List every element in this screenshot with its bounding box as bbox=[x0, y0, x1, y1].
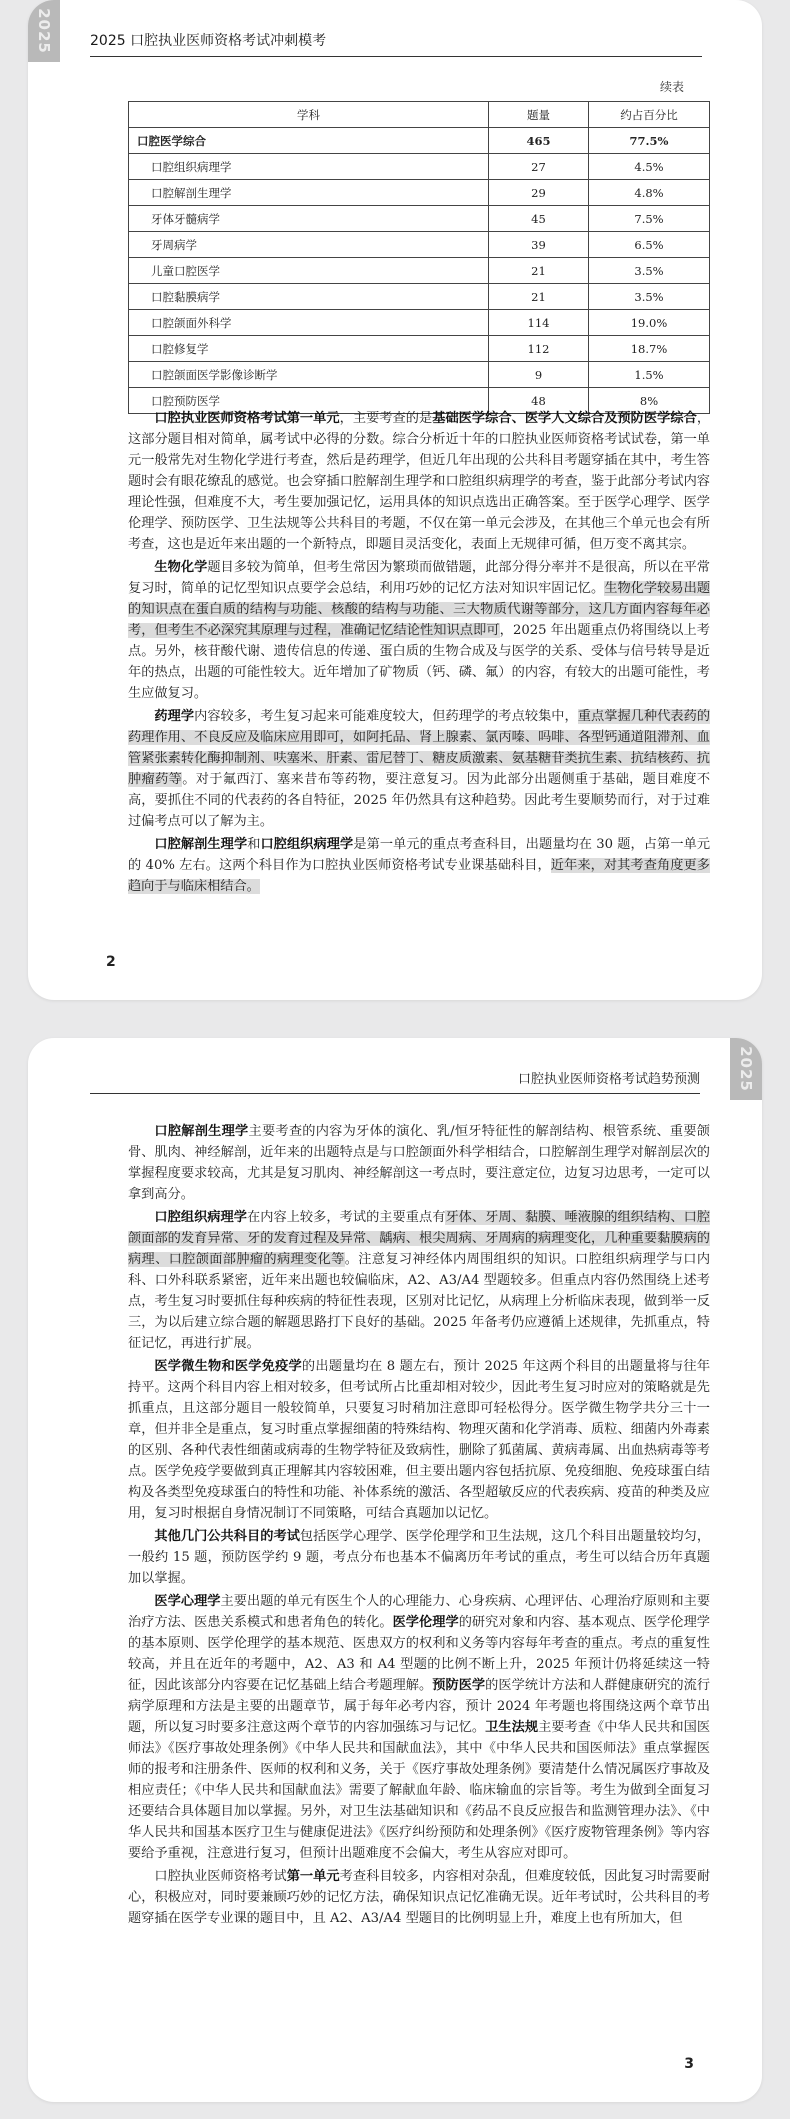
page-number: 2 bbox=[106, 954, 116, 970]
text-run: 是第一单元的重点考查科目，出题量均在 30 题，占第一单元的 40% 左右。这两个科目作为口腔执业医师资格考试专业课基础科目， bbox=[128, 837, 711, 873]
table-row bbox=[129, 362, 710, 388]
paragraph bbox=[128, 1866, 710, 1929]
table-row bbox=[129, 180, 710, 206]
subject-cell: 儿童口腔医学 bbox=[129, 258, 489, 284]
year-tab-label: 2025 bbox=[35, 8, 53, 54]
table-row bbox=[129, 284, 710, 310]
book-page-3 bbox=[28, 1038, 762, 2102]
table-row bbox=[129, 232, 710, 258]
table-row bbox=[129, 128, 710, 154]
book-page-2 bbox=[28, 0, 762, 1000]
page1-body-text bbox=[128, 408, 710, 899]
text-run: 口腔执业医师资格考试 bbox=[154, 1869, 287, 1884]
count-cell: 45 bbox=[489, 206, 589, 232]
subject-cell: 牙周病学 bbox=[129, 232, 489, 258]
table-row bbox=[129, 258, 710, 284]
bold-term: 医学心理学 bbox=[154, 1594, 221, 1609]
bold-term: 生物化学 bbox=[154, 560, 208, 575]
paragraph bbox=[128, 1356, 710, 1524]
count-cell: 29 bbox=[489, 180, 589, 206]
table-row bbox=[129, 336, 710, 362]
year-tab bbox=[730, 1038, 762, 1100]
table-continued-label: 续表 bbox=[659, 80, 684, 94]
bold-term: 药理学 bbox=[154, 709, 195, 724]
text-run: 考查科目较多，内容相对杂乱，但难度较低，因此复习时需要耐心，积极应对，同时要兼顾巧妙的记忆方法，确保知识点记忆准确无误。近年考试时，公共科目的考题穿插在医学专业课的题目中，且 A2、A3/A4 型题目的比例明显上升，难度上也有所加大，但 bbox=[128, 1869, 711, 1926]
percent-cell: 3.5% bbox=[589, 284, 710, 310]
subject-cell: 口腔修复学 bbox=[129, 336, 489, 362]
percent-cell: 7.5% bbox=[589, 206, 710, 232]
page-number: 3 bbox=[684, 2056, 694, 2072]
year-tab bbox=[28, 0, 60, 62]
percent-cell: 18.7% bbox=[589, 336, 710, 362]
count-cell: 39 bbox=[489, 232, 589, 258]
count-cell: 114 bbox=[489, 310, 589, 336]
paragraph bbox=[128, 834, 710, 897]
highlighted-text: 近年来，对其考查角度更多趋向于与临床相结合。 bbox=[128, 858, 710, 894]
text-run: 主要考查的内容为牙体的演化、乳/恒牙特征性的解剖结构、根管系统、重要颌骨、肌肉、神经解剖，近年来的出题特点是与口腔颌面外科学相结合，口腔解剖生理学对解剖层次的掌握程度要求较高，尤其是复习肌肉、神经解剖这一考点时，要注意定位，边复习边思考，一定可以拿到高分。 bbox=[128, 1124, 710, 1202]
text-run: 的研究对象和内容、基本观点、医学伦理学的基本原则、医学伦理学的基本规范、医患双方的权利和义务等内容每年考查的重点。考点的重复性较高，并且在近年的考题中，A2、A3 和 A4 型题的比例不断上升，2025 年预计仍将延续这一特征，因此该部分内容要在记忆基础上结合考题理解。 bbox=[128, 1615, 710, 1693]
col-header-subject: 学科 bbox=[129, 102, 489, 128]
count-cell: 21 bbox=[489, 258, 589, 284]
paragraph bbox=[128, 1526, 710, 1589]
table-body bbox=[129, 128, 710, 414]
text-run: 包括医学心理学、医学伦理学和卫生法规，这几个科目出题量较均匀，一般约 15 题，预防医学约 9 题，考点分布也基本不偏离历年考试的重点，考生可以结合历年真题加以掌握。 bbox=[128, 1529, 711, 1586]
table-row bbox=[129, 154, 710, 180]
highlighted-text: 重点掌握几种代表药的药理作用、不良反应及临床应用即可，如阿托品、肾上腺素、氯丙嗪、吗啡、各型钙通道阻滞剂、血管紧张素转化酶抑制剂、呋塞米、肝素、雷尼替丁、糖皮质激素、氨基糖苷类抗生素、抗结核药、抗肿瘤药等 bbox=[128, 709, 711, 787]
text-run: 。对于氟西汀、塞来昔布等药物，要注意复习。因为此部分出题侧重于基础，题目难度不高，要抓住不同的代表药的各自特征，2025 年仍然具有这种趋势。因此考生要顺势而行，对于过难过偏考点可以了解为主。 bbox=[128, 772, 711, 829]
highlighted-text: 生物化学较易出题的知识点在蛋白质的结构与功能、核酸的结构与功能、三大物质代谢等部分，这几方面内容每年必考，但考生不必深究其原理与过程，准确记忆结论性知识点即可 bbox=[128, 581, 711, 638]
text-run: 主要考查《中华人民共和国医师法》《医疗事故处理条例》《中华人民共和国献血法》，其中《中华人民共和国医师法》重点掌握医师的报考和注册条件、医师的权利和义务，关于《医疗事故处理条例》要清楚什么情况属医疗事故及相应责任；《中华人民共和国献血法》需要了解献血年龄、临床输血的宗旨等。考生为做到全面复习还要结合具体题目加以掌握。另外，对卫生法基础知识和《药品不良反应报告和监测管理办法》、《中华人民共和国基本医疗卫生与健康促进法》《医疗纠纷预防和处理条例》《医疗废物管理条例》等内容要给予重视，注意进行复习，但预计出题难度不会偏大，考生从容应对即可。 bbox=[128, 1720, 711, 1861]
percent-cell: 3.5% bbox=[589, 258, 710, 284]
paragraph bbox=[128, 1207, 710, 1354]
col-header-count: 题量 bbox=[489, 102, 589, 128]
count-cell: 9 bbox=[489, 362, 589, 388]
bold-term: 基础医学综合、医学人文综合及预防医学综合 bbox=[432, 411, 697, 426]
subject-cell: 口腔黏膜病学 bbox=[129, 284, 489, 310]
text-run: 内容较多，考生复习起来可能难度较大，但药理学的考点较集中， bbox=[194, 709, 578, 724]
count-cell: 48 bbox=[489, 388, 589, 414]
subject-cell: 口腔预防医学 bbox=[129, 388, 489, 414]
paragraph bbox=[128, 557, 710, 704]
count-cell: 21 bbox=[489, 284, 589, 310]
text-run: 主要出题的单元有医生个人的心理能力、心身疾病、心理评估、心理治疗原则和主要治疗方法、医患关系模式和患者角色的转化。 bbox=[128, 1594, 711, 1630]
text-run: ，主要考查的是 bbox=[339, 411, 433, 426]
table-row bbox=[129, 310, 710, 336]
subject-cell: 牙体牙髓病学 bbox=[129, 206, 489, 232]
text-run: 在内容上较多，考试的主要重点有 bbox=[247, 1210, 446, 1225]
subject-cell: 口腔医学综合 bbox=[129, 128, 489, 154]
col-header-percent: 约占百分比 bbox=[589, 102, 710, 128]
bold-term: 口腔组织病理学 bbox=[154, 1210, 247, 1225]
paragraph bbox=[128, 408, 710, 555]
percent-cell: 4.5% bbox=[589, 154, 710, 180]
subject-cell: 口腔组织病理学 bbox=[129, 154, 489, 180]
bold-term: 口腔组织病理学 bbox=[260, 837, 354, 852]
percent-cell: 77.5% bbox=[589, 128, 710, 154]
table-header-row bbox=[129, 102, 710, 128]
paragraph bbox=[128, 1591, 710, 1864]
percent-cell: 1.5% bbox=[589, 362, 710, 388]
bold-term: 预防医学 bbox=[432, 1678, 486, 1693]
year-tab-label: 2025 bbox=[737, 1046, 755, 1092]
percent-cell: 4.8% bbox=[589, 180, 710, 206]
text-run: 题目多较为简单，但考生常因为繁琐而做错题，此部分得分率并不是很高，所以在平常复习时，简单的记忆型知识点要学会总结，利用巧妙的记忆方法对知识牢固记忆。 bbox=[128, 560, 710, 596]
running-header: 2025 口腔执业医师资格考试冲刺模考 bbox=[90, 30, 702, 57]
count-cell: 112 bbox=[489, 336, 589, 362]
text-run: 和 bbox=[247, 837, 261, 852]
table-row bbox=[129, 206, 710, 232]
text-run: 的出题量均在 8 题左右，预计 2025 年这两个科目的出题量将与往年持平。这两个科目内容上相对较多，但考试所占比重却相对较少，因此考生复习时应对的策略就是先抓重点，且这部分题目一般较简单，只要复习时稍加注意即可轻松得分。医学微生物学共分三十一章，但并非全是重点，复习时重点掌握细菌的特殊结构、物理灭菌和化学消毒、质粒、细菌内外毒素的区别、各种代表性细菌或病毒的生物学特征及致病性，删除了狐菌属、黄病毒属、出血热病毒等考点。医学免疫学要做到真正理解其内容较困难，但主要出题内容包括抗原、免疫细胞、免疫球蛋白结构及各类型免疫球蛋白的特性和功能、补体系统的激活、各型超敏反应的代表疾病、疫苗的种类及应用，复习时根据自身情况制订不同策略，可结合真题加以记忆。 bbox=[128, 1359, 711, 1521]
subject-cell: 口腔颌面外科学 bbox=[129, 310, 489, 336]
bold-term: 第一单元 bbox=[286, 1869, 340, 1884]
bold-term: 医学微生物和医学免疫学 bbox=[154, 1359, 302, 1374]
bold-term: 医学伦理学 bbox=[392, 1615, 459, 1630]
percent-cell: 8% bbox=[589, 388, 710, 414]
count-cell: 27 bbox=[489, 154, 589, 180]
bold-term: 卫生法规 bbox=[485, 1720, 539, 1735]
text-run: ，这部分题目相对简单，属考试中必得的分数。综合分析近十年的口腔执业医师资格考试试卷，第一单元一般常先对生物化学进行考查，然后是药理学，但近几年出现的公共科目考题穿插在其中，考生答题时会有眼花缭乱的感觉。也会穿插口腔解剖生理学和口腔组织病理学的考查，鉴于此部分考试内容理论性强，但难度不大，考生要加强记忆，运用具体的知识点选出正确答案。至于医学心理学、医学伦理学、预防医学、卫生法规等公共科目的考题，不仅在第一单元会涉及，在其他三个单元也会有所考查，这也是近年来出题的一个新特点，即题目灵活变化，表面上无规律可循，但万变不离其宗。 bbox=[128, 411, 711, 552]
subject-question-table bbox=[128, 101, 710, 414]
text-run: 的医学统计方法和人群健康研究的流行病学原理和方法是主要的出题章节，属于每年必考内容，预计 2024 年考题也将围绕这两个章节出题，所以复习时要多注意这两个章节的内容加强练习与记忆。 bbox=[128, 1678, 711, 1735]
page2-body-text bbox=[128, 1121, 710, 1931]
bold-term: 其他几门公共科目的考试 bbox=[154, 1529, 300, 1544]
percent-cell: 6.5% bbox=[589, 232, 710, 258]
running-header: 口腔执业医师资格考试趋势预测 bbox=[90, 1068, 700, 1094]
highlighted-text: 牙体、牙周、黏膜、唾液腺的组织结构、口腔颌面部的发育异常、牙的发育过程及异常、龋病、根尖周病、牙周病的病理变化，几种重要黏膜病的病理、口腔颌面部肿瘤的病理变化等 bbox=[128, 1210, 711, 1267]
text-run: ，2025 年出题重点仍将围绕以上考点。另外，核苷酸代谢、遗传信息的传递、蛋白质的生物合成及与医学的关系、受体与信号转导是近年的热点，出题的可能性较大。近年增加了矿物质（钙、磷、氟）的内容，有较大的出题可能性，考生应做复习。 bbox=[128, 623, 710, 701]
bold-term: 口腔解剖生理学 bbox=[154, 1124, 249, 1139]
count-cell: 465 bbox=[489, 128, 589, 154]
text-run: 。注意复习神经体内周围组织的知识。口腔组织病理学与口内科、口外科联系紧密，近年来出题也较偏临床，A2、A3/A4 型题较多。但重点内容仍然围绕上述考点，考生复习时要抓住每种疾病的特征性表现，区别对比记忆，从病理上分析临床表现，做到举一反三，为以后建立综合题的解题思路打下良好的基础。2025 年备考仍应遵循上述规律，先抓重点，特征记忆，再进行扩展。 bbox=[128, 1252, 711, 1351]
subject-cell: 口腔颌面医学影像诊断学 bbox=[129, 362, 489, 388]
bold-term: 口腔执业医师资格考试第一单元 bbox=[154, 411, 340, 426]
bold-term: 口腔解剖生理学 bbox=[154, 837, 248, 852]
paragraph bbox=[128, 706, 710, 832]
percent-cell: 19.0% bbox=[589, 310, 710, 336]
subject-cell: 口腔解剖生理学 bbox=[129, 180, 489, 206]
paragraph bbox=[128, 1121, 710, 1205]
